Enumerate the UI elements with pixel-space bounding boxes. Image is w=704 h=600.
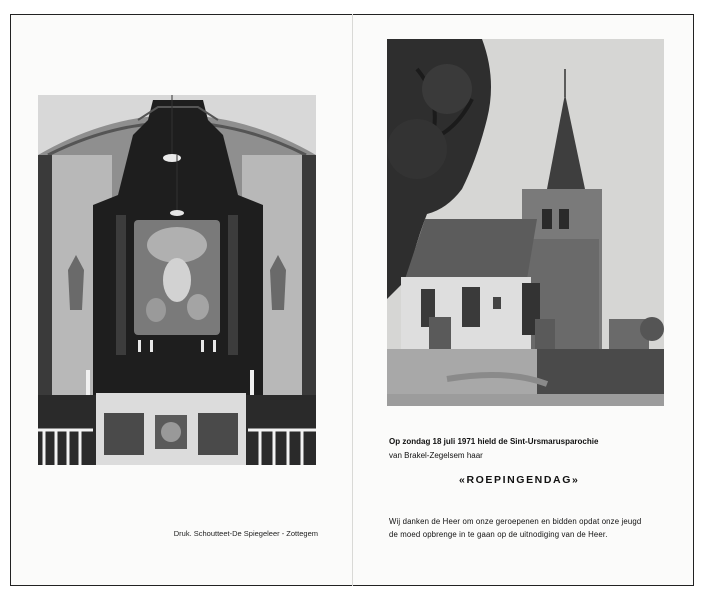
announcement-prefix: Op zondag 18 juli 1971 hield de	[389, 437, 508, 446]
page-fold	[352, 14, 353, 586]
church-illustration	[387, 39, 664, 406]
announcement-line-2	[389, 451, 483, 460]
event-title: «ROEPINGENDAG»	[459, 474, 580, 486]
announcement-end: haar	[466, 451, 483, 460]
printer-credit: Druk. Schoutteet-De Spiegeleer - Zottegem	[173, 529, 318, 538]
altar-illustration	[38, 95, 316, 465]
parish-name: Sint-Ursmarusparochie	[509, 437, 599, 446]
thanks-line-2: de moed opbrenge in te gaan op de uitnodiging van de Heer.	[389, 530, 608, 539]
altar-interior-photo	[38, 95, 316, 465]
thanks-line-1: Wij danken de Heer om onze geroepenen en bidden opdat onze jeugd	[389, 517, 642, 526]
place-name: van Brakel-Zegelsem	[389, 451, 465, 460]
church-exterior-photo	[387, 39, 664, 406]
announcement-line-1	[389, 437, 598, 446]
